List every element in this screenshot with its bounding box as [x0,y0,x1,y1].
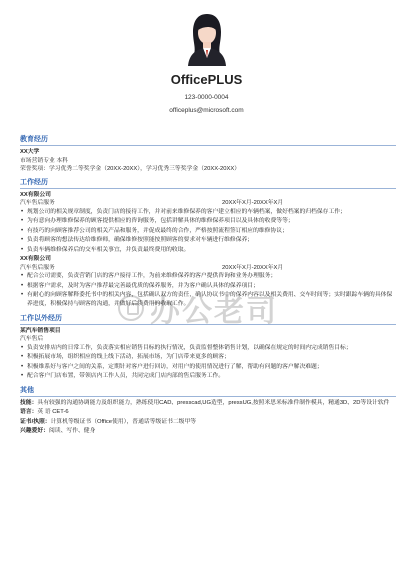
language-value: 英 语 CET-6 [37,409,69,416]
language-key: 语言： [20,409,38,416]
hobby-key: 兴趣爱好： [20,428,49,435]
list-item: • 有技巧的向顾客推荐公司的相关产品和服务，并促成最终的合作，严格按照流程签订相应的维修协议； [20,227,396,236]
section-title-education: 教育经历 [20,134,396,146]
list-item: • 有耐心的向顾客解释委托书中的相关内容，包括确认双方的责任，确认协议书中的保养内容以及相关费用、交车时间等；实时跟踪车辆的具体保养进度，积极保持与顾客的沟通，并做好后续费用的收取工作。 [20,291,396,310]
hobby-value: 阅读、写作、健身 [49,428,96,435]
project-role: 汽车售后 [20,336,44,343]
job-duties [20,208,396,255]
other-section [20,385,396,437]
section-title-work: 工作经历 [20,177,396,189]
certificate-key: 证书/执照： [20,418,51,425]
school-name: XX大学 [20,149,40,155]
project-duties [20,344,396,382]
watermark-logo-icon [118,295,144,321]
job-position: 汽车售后服务 [20,264,55,271]
job-period: 20XX年X月-20XX年X月 [222,200,284,207]
certificate-item [20,418,396,428]
section-title-activities: 工作以外经历 [20,313,396,325]
job-entry [20,191,396,255]
resume-name: OfficePLUS [170,72,243,87]
avatar [184,8,230,66]
job-period: 20XX年X月-20XX年X月 [222,264,284,271]
job-meta [20,199,396,208]
skills-key: 技能： [20,399,38,406]
education-section [20,134,396,174]
list-item: • 积极维系好与客户之间的关系，定期针对客户进行回访，对用户的使用情况进行了解，帮助有问题的客户解决难题； [20,363,396,372]
certificate-value: 计算机等级证书（Office使用），普通话等级证书二级甲等 [50,418,197,425]
list-item: • 配合客户门店布置，带领店内工作人员，共同完成门店内部的售后服务工作。 [20,372,396,381]
list-item: • 负责安排店内的日常工作，负责落实相应销售目标的执行情况，负责监督整体销售计划，以确保在规定的时间内完成销售目标； [20,344,396,353]
job-position: 汽车售后服务 [20,200,55,207]
skills-item [20,399,396,409]
list-item: • 积极拓展市场，组织相应的线上线下活动，拓展市场，为门店带来更多的顾客； [20,353,396,362]
watermark-text: 办公老司 [150,294,278,329]
honors: 荣誉奖项：学习优秀二等奖学金（20XX-20XX），学习优秀三等奖学金（20XX-20XX） [20,166,240,173]
list-item: • 为有意向办理维修保养的顾客提供相应的咨询服务，包括讲解具体的维修保养项目以及具体的收费等等； [20,217,396,226]
list-item: • 规划公司的相关规章制度，负责门店的接待工作，并对前来维修保养的客户建立相应的车辆档案，做好档案的归档保存工作； [20,208,396,217]
list-item: • 负责将顾客的想法传达给维修师，确保维修按照能按照顾客的要求对车辆进行维修保养； [20,236,396,245]
section-title-other: 其他 [20,385,396,397]
list-item: • 根据客户需求，及时为客户推荐最完善最优质的保养服务，并为客户确认具体的保养项目； [20,282,396,291]
phone-number: 123-0000-0004 [184,94,229,101]
job-company: XX有限公司 [20,256,51,262]
watermark [118,283,288,333]
job-company: XX有限公司 [20,191,51,198]
hobby-item [20,427,396,437]
skills-value: 具有较强的沟通协调能力及组织能力，熟练使用CAD、presscad,UG造型，pressUG,按照米思米标准件制作模具，精通3D、2D等设计软件 [37,399,390,406]
major: 市场营销专业 本科 [20,157,68,164]
list-item: • 配合公司需要，负责营销门店的客户接待工作，为前来维修保养的客户提供咨询和业务办理服务； [20,272,396,281]
project-name: 某汽车销售项目 [20,327,61,334]
job-meta [20,264,396,273]
list-item: • 负责车辆维修保养后的交车相关事宜，并负责最终费用的收取。 [20,246,396,255]
language-item [20,408,396,418]
email-address: officeplus@microsoft.com [169,107,244,114]
